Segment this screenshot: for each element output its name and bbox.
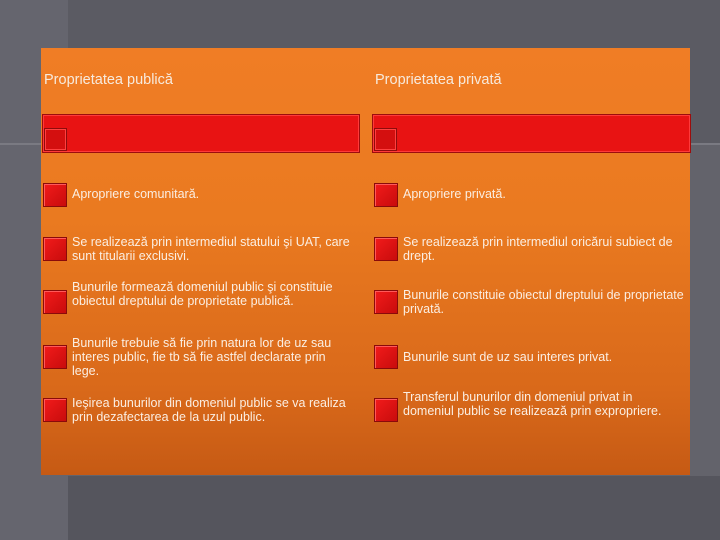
list-item-private: Apropriere privată. — [403, 187, 506, 201]
list-item-private: Se realizează prin intermediul oricărui subiect de drept. — [403, 235, 673, 263]
list-item-public: Bunurile formează domeniul public şi constituie obiectul dreptului de proprietate publică. — [72, 280, 333, 308]
square-bullet-icon — [44, 128, 67, 151]
list-item-private: Transferul bunurilor din domeniul privat in domeniul public se realizează prin expropriere. — [403, 390, 662, 418]
square-bullet-icon — [43, 237, 67, 261]
square-bullet-icon — [374, 345, 398, 369]
square-bullet-icon — [43, 290, 67, 314]
list-item-public: Bunurile trebuie să fie prin natura lor de uz sau interes public, fie tb să fie astfel declarate prin lege. — [72, 336, 332, 378]
header-bar-left — [42, 114, 360, 153]
list-item-public: Ieşirea bunurilor din domeniul public se va realiza prin dezafectarea de la uzul public. — [72, 396, 346, 424]
list-item-public: Apropriere comunitară. — [72, 187, 200, 201]
column-header-private: Proprietatea privată — [375, 72, 502, 88]
square-bullet-icon — [374, 183, 398, 207]
list-item-public: Se realizează prin intermediul statului şi UAT, care sunt titularii exclusivi. — [72, 235, 350, 263]
square-bullet-icon — [43, 345, 67, 369]
list-item-private: Bunurile constituie obiectul dreptului de proprietate privată. — [403, 288, 684, 316]
column-header-public: Proprietatea publică — [44, 72, 173, 88]
background-panel-bottom — [68, 476, 720, 540]
square-bullet-icon — [374, 290, 398, 314]
header-bar-right — [372, 114, 691, 153]
square-bullet-icon — [374, 398, 398, 422]
square-bullet-icon — [374, 128, 397, 151]
square-bullet-icon — [374, 237, 398, 261]
list-item-private: Bunurile sunt de uz sau interes privat. — [403, 350, 613, 364]
square-bullet-icon — [43, 398, 67, 422]
square-bullet-icon — [43, 183, 67, 207]
